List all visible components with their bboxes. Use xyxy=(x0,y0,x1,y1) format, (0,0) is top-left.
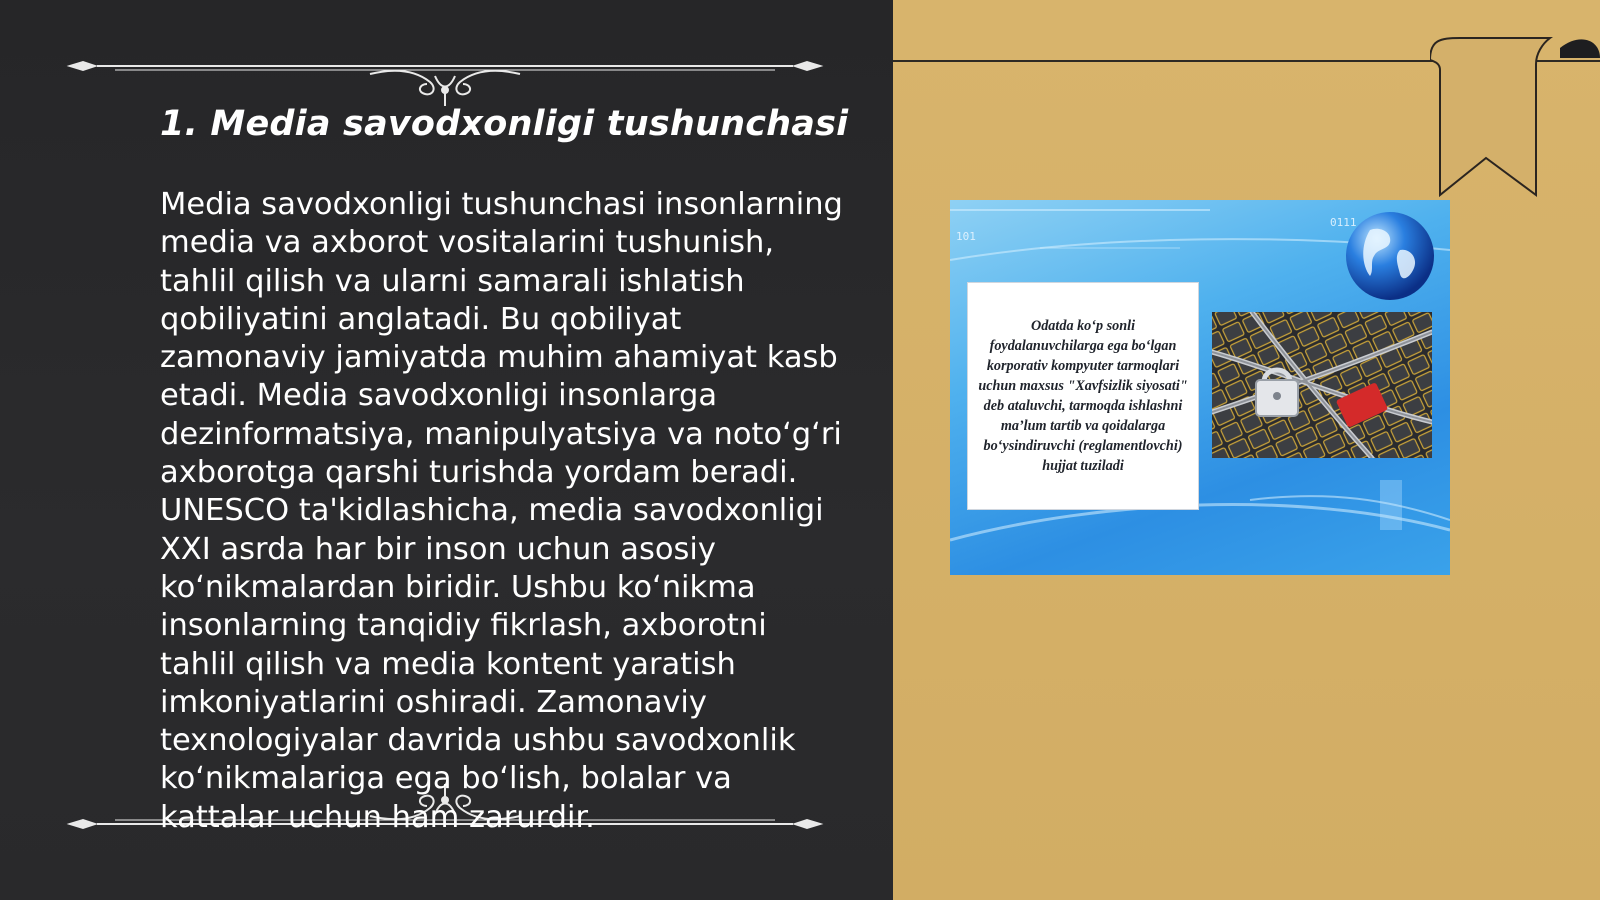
padlock-chain-icon xyxy=(1212,312,1432,458)
caption-box xyxy=(967,282,1199,510)
slide-body-text: Media savodxonligi tushunchasi insonlarning media va axborot vositalarini tushunish, tahlil qilish va ularni samarali ishlatish qobiliyatini anglatadi. Bu qobiliyat zamonaviy jamiyatda muhim ahamiyat kasb etadi. Media savodxonligi insonlarga dezinformatsiya, manipulyatsiya va noto‘g‘ri axborotga qarshi turishda yordam beradi. UNESCO ta'kidlashicha, media savodxonligi XXI asrda har bir inson uchun asosiy ko‘nikmalardan biridir. Ushbu ko‘nikma insonlarning tanqidiy fikrlash, axborotni tahlil qilish va media kontent yaratish imkoniyatlarini oshiradi. Zamonaviy texnologiyalar davrida ushbu savodxonlik ko‘nikmalariga ega bo‘lish, bolalar va kattalar uchun ham zarurdir. xyxy=(160,187,843,835)
globe-icon xyxy=(1344,210,1436,302)
padlock-chain-photo xyxy=(1212,312,1432,458)
ornament-divider-top xyxy=(65,46,825,106)
caption-text: Odatda ko‘p sonli foydalanuvchilarga ega bo‘lgan korporativ kompyuter tarmoqlari uchun maxsus "Xavfsizlik siyosati" deb ataluvchi, tarmoqda ishlashni ma’lum tartib va qoidalarga bo‘ysindiruvchi (reglamentlovchi) hujjat tuziladi xyxy=(978,318,1188,474)
binary-digits-right: 0111 xyxy=(1330,216,1357,229)
security-illustration xyxy=(950,200,1450,575)
binary-digits-left: 101 xyxy=(956,230,976,243)
bookmark-ribbon-icon xyxy=(1430,30,1600,200)
slide-title: 1. Media savodxonligi tushunchasi xyxy=(160,104,849,144)
